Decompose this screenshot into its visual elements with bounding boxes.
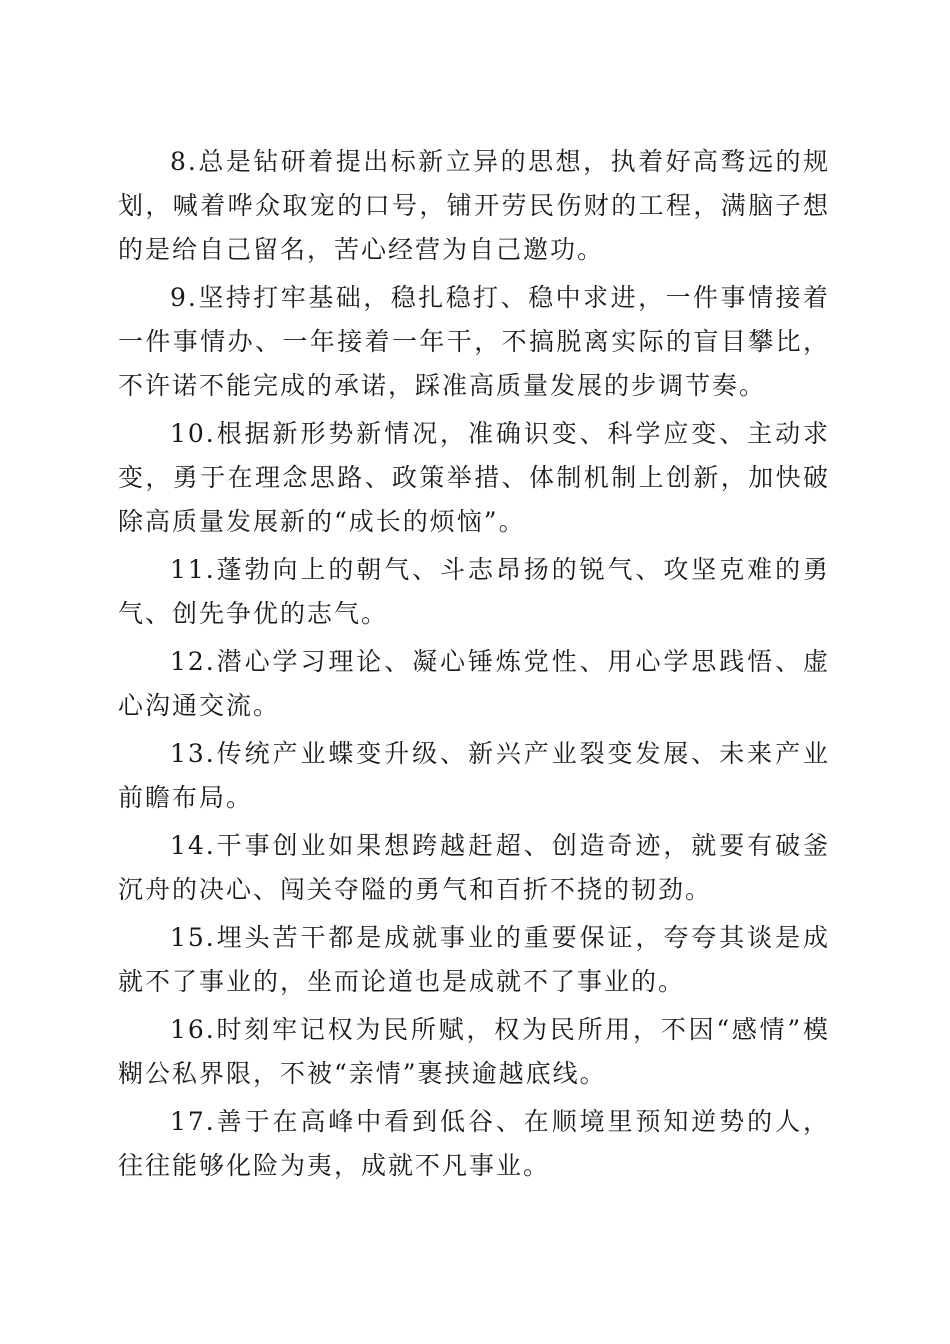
paragraph-text: 总是钻研着提出标新立异的思想，执着好高骛远的规划，喊着哗众取宠的口号，铺开劳民伤财的工程，满脑子想的是给自己留名，苦心经营为自己邀功。 [118,147,830,264]
paragraph-10 [118,412,830,544]
paragraph-text: 埋头苦干都是成就事业的重要保证，夸夸其谈是成就不了事业的，坐而论道也是成就不了事业的。 [118,923,830,996]
paragraph-number: 15. [170,923,216,952]
paragraph-text: 时刻牢记权为民所赋，权为民所用，不因“感情”模糊公私界限，不被“亲情”裹挟逾越底线。 [118,1015,830,1088]
paragraph-text: 善于在高峰中看到低谷、在顺境里预知逆势的人，往往能够化险为夷，成就不凡事业。 [118,1107,830,1180]
document-body [118,140,830,1192]
paragraph-number: 14. [170,831,216,860]
paragraph-15 [118,916,830,1004]
paragraph-text: 传统产业蝶变升级、新兴产业裂变发展、未来产业前瞻布局。 [118,739,830,812]
paragraph-11 [118,548,830,636]
paragraph-12 [118,640,830,728]
paragraph-14 [118,824,830,912]
paragraph-number: 10. [170,419,216,448]
paragraph-17 [118,1100,830,1188]
paragraph-9 [118,276,830,408]
paragraph-text: 潜心学习理论、凝心锤炼党性、用心学思践悟、虚心沟通交流。 [118,647,830,720]
paragraph-text: 蓬勃向上的朝气、斗志昂扬的锐气、攻坚克难的勇气、创先争优的志气。 [118,555,830,628]
paragraph-16 [118,1008,830,1096]
paragraph-13 [118,732,830,820]
paragraph-text: 坚持打牢基础，稳扎稳打、稳中求进，一件事情接着一件事情办、一年接着一年干，不搞脱离实际的盲目攀比，不许诺不能完成的承诺，踩准高质量发展的步调节奏。 [118,283,830,400]
paragraph-number: 13. [170,739,216,768]
paragraph-text: 根据新形势新情况，准确识变、科学应变、主动求变，勇于在理念思路、政策举措、体制机制上创新，加快破除高质量发展新的“成长的烦恼”。 [118,419,830,536]
paragraph-number: 11. [170,555,216,584]
paragraph-text: 干事创业如果想跨越赶超、创造奇迹，就要有破釜沉舟的决心、闯关夺隘的勇气和百折不挠的韧劲。 [118,831,830,904]
paragraph-number: 9. [170,283,198,312]
paragraph-number: 17. [170,1107,216,1136]
paragraph-number: 8. [170,147,198,176]
paragraph-number: 12. [170,647,216,676]
paragraph-number: 16. [170,1015,216,1044]
paragraph-8 [118,140,830,272]
